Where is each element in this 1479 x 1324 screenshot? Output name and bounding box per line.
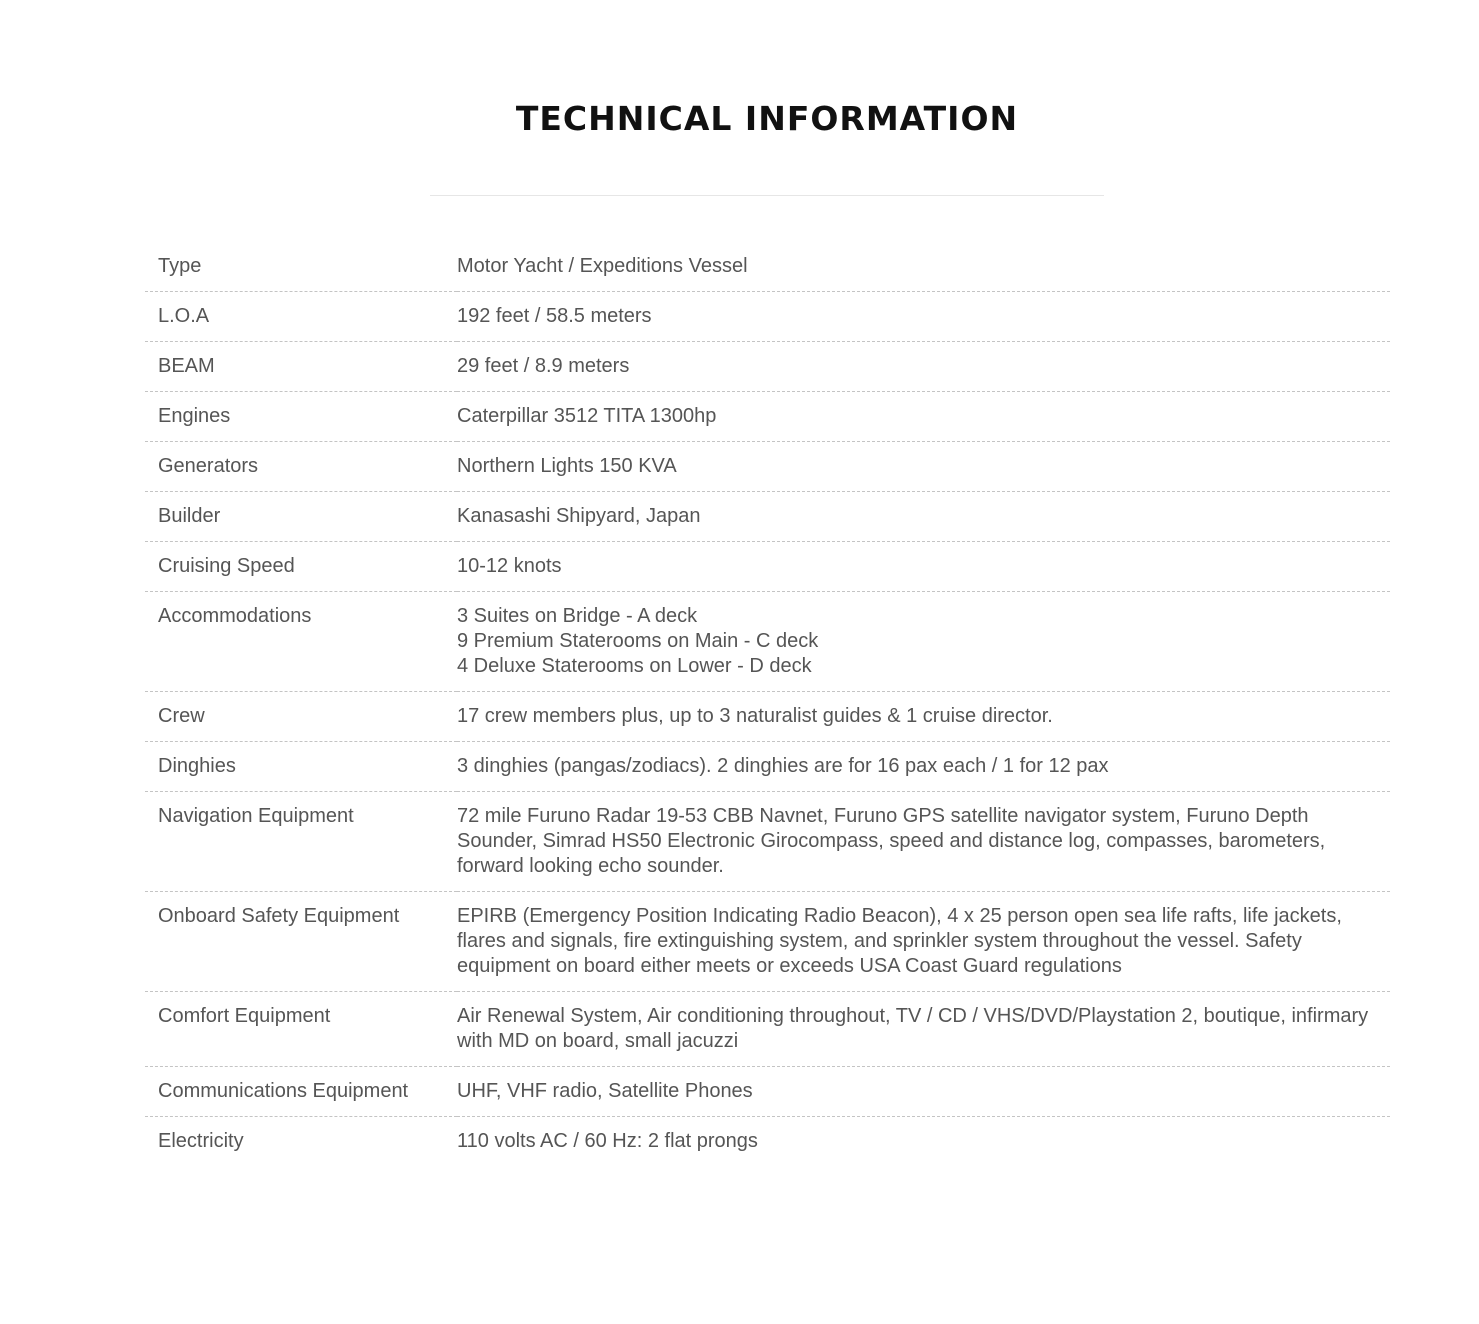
spec-value bbox=[457, 542, 1390, 592]
spec-value bbox=[457, 1067, 1390, 1117]
spec-value bbox=[457, 592, 1390, 692]
spec-label: Generators bbox=[158, 455, 259, 477]
spec-row bbox=[145, 442, 1390, 492]
spec-value-line: EPIRB (Emergency Position Indicating Radio Beacon), 4 x 25 person open sea life rafts, life jackets, flares and signals, fire extinguishing system, and sprinkler system throughout the vessel. Safety equipment on board either meets or exceeds USA Coast Guard regulations bbox=[457, 905, 1342, 977]
spec-label: Accommodations bbox=[158, 605, 312, 627]
spec-label: Communications Equipment bbox=[158, 1080, 409, 1102]
spec-label: BEAM bbox=[158, 355, 215, 377]
spec-label: Cruising Speed bbox=[158, 555, 295, 577]
spec-row bbox=[145, 392, 1390, 442]
spec-value-line: 192 feet / 58.5 meters bbox=[457, 305, 652, 327]
spec-label: Crew bbox=[158, 705, 205, 727]
spec-row bbox=[145, 992, 1390, 1067]
spec-value bbox=[457, 992, 1390, 1067]
spec-value-line: 29 feet / 8.9 meters bbox=[457, 355, 630, 377]
spec-label: Engines bbox=[158, 405, 231, 427]
spec-label: Onboard Safety Equipment bbox=[158, 905, 400, 927]
spec-label: L.O.A bbox=[158, 305, 210, 327]
spec-value bbox=[457, 292, 1390, 342]
spec-value-line: 17 crew members plus, up to 3 naturalist guides & 1 cruise director. bbox=[457, 705, 1053, 727]
technical-spec-table bbox=[145, 242, 1390, 1166]
spec-value bbox=[457, 792, 1390, 892]
spec-row bbox=[145, 1067, 1390, 1117]
spec-label: Navigation Equipment bbox=[158, 805, 354, 827]
spec-row bbox=[145, 1117, 1390, 1167]
spec-value-line: UHF, VHF radio, Satellite Phones bbox=[457, 1080, 753, 1102]
spec-label: Builder bbox=[158, 505, 221, 527]
spec-value bbox=[457, 242, 1390, 292]
spec-row bbox=[145, 592, 1390, 692]
spec-value-line: 3 dinghies (pangas/zodiacs). 2 dinghies are for 16 pax each / 1 for 12 pax bbox=[457, 755, 1109, 777]
spec-row bbox=[145, 542, 1390, 592]
spec-row bbox=[145, 342, 1390, 392]
spec-row bbox=[145, 742, 1390, 792]
spec-value-line: Northern Lights 150 KVA bbox=[457, 455, 677, 477]
spec-label: Type bbox=[158, 255, 202, 277]
spec-table-body bbox=[145, 242, 1390, 1166]
spec-value bbox=[457, 892, 1390, 992]
spec-row bbox=[145, 242, 1390, 292]
page-title: TECHNICAL INFORMATION bbox=[515, 99, 1019, 138]
spec-value-line: 10-12 knots bbox=[457, 555, 562, 577]
spec-value-line: Caterpillar 3512 TITA 1300hp bbox=[457, 405, 717, 427]
spec-value bbox=[457, 742, 1390, 792]
spec-value bbox=[457, 392, 1390, 442]
spec-label: Comfort Equipment bbox=[158, 1005, 331, 1027]
spec-row bbox=[145, 792, 1390, 892]
spec-value bbox=[457, 1117, 1390, 1167]
spec-label: Dinghies bbox=[158, 755, 236, 777]
spec-value bbox=[457, 692, 1390, 742]
spec-value-line: Air Renewal System, Air conditioning throughout, TV / CD / VHS/DVD/Playstation 2, boutique, infirmary with MD on board, small jacuzzi bbox=[457, 1005, 1369, 1052]
spec-value bbox=[457, 442, 1390, 492]
spec-value bbox=[457, 492, 1390, 542]
spec-row bbox=[145, 292, 1390, 342]
spec-row bbox=[145, 692, 1390, 742]
spec-value-line: 4 Deluxe Staterooms on Lower - D deck bbox=[457, 655, 812, 677]
spec-value-line: 3 Suites on Bridge - A deck bbox=[457, 605, 698, 627]
spec-value-line: 110 volts AC / 60 Hz: 2 flat prongs bbox=[457, 1130, 758, 1152]
spec-value-line: 72 mile Furuno Radar 19-53 CBB Navnet, Furuno GPS satellite navigator system, Furuno Depth Sounder, Simrad HS50 Electronic Girocompass, speed and distance log, compasses, barometers, forward looking echo sounder. bbox=[457, 805, 1326, 877]
spec-value-line: Motor Yacht / Expeditions Vessel bbox=[457, 255, 748, 277]
spec-value bbox=[457, 342, 1390, 392]
spec-value-line: 9 Premium Staterooms on Main - C deck bbox=[457, 630, 819, 652]
title-divider bbox=[430, 195, 1104, 196]
spec-row bbox=[145, 892, 1390, 992]
spec-row bbox=[145, 492, 1390, 542]
spec-label: Electricity bbox=[158, 1130, 244, 1152]
spec-value-line: Kanasashi Shipyard, Japan bbox=[457, 505, 701, 527]
